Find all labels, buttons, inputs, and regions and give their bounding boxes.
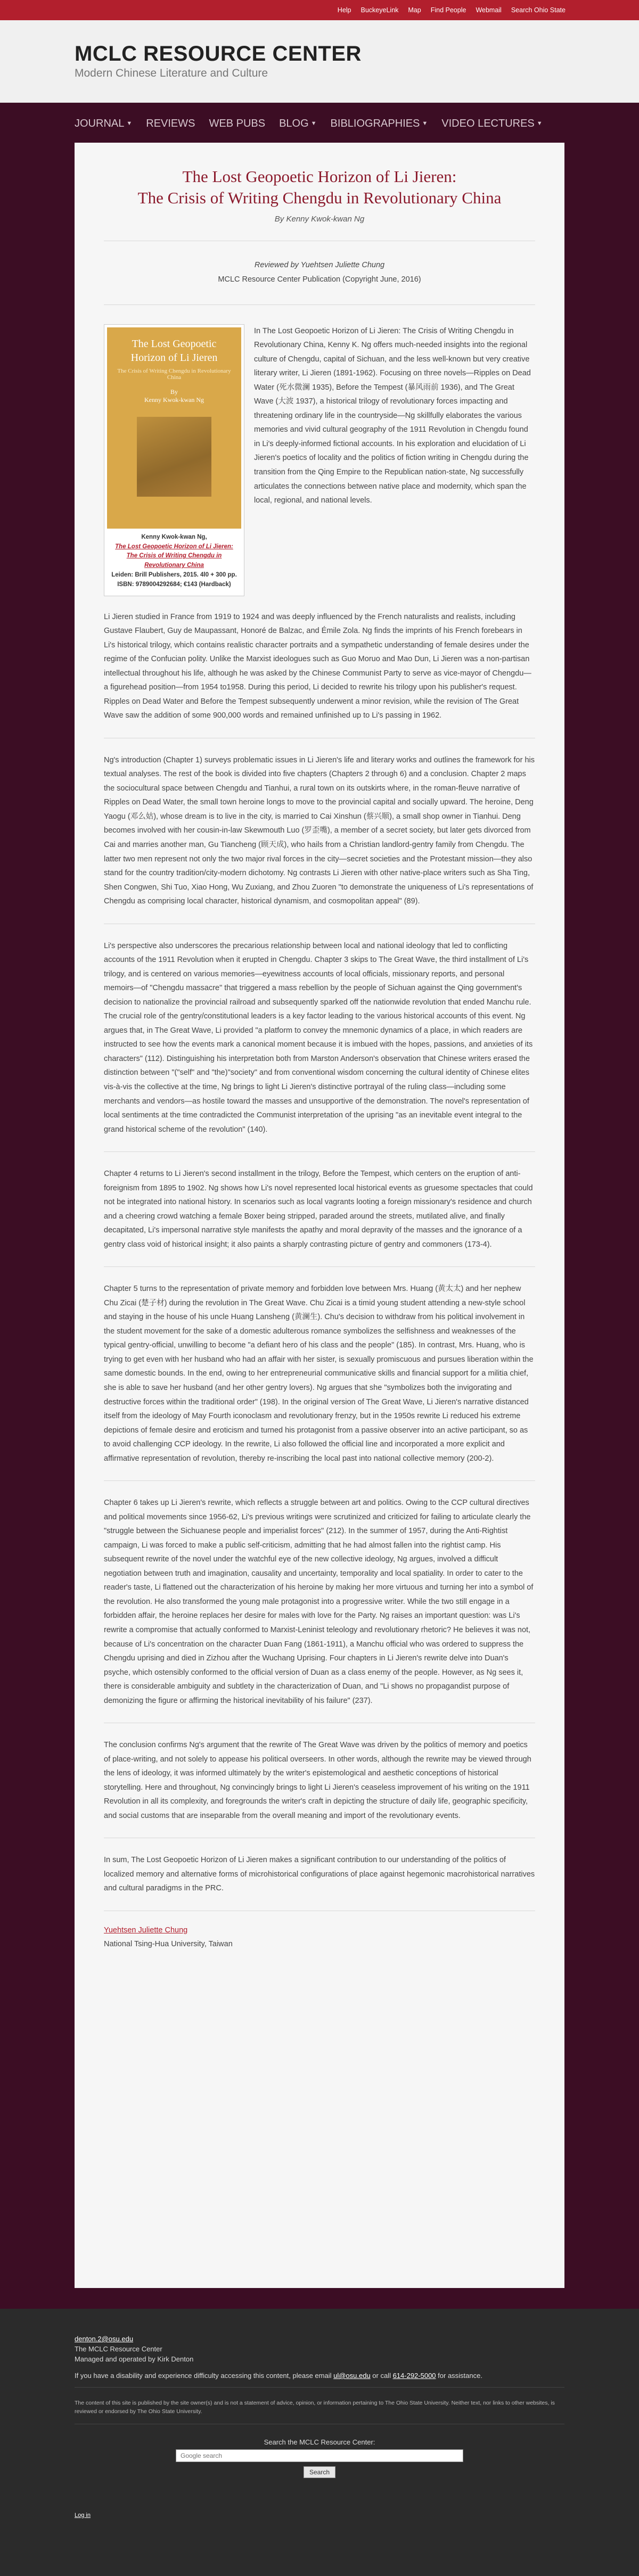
cover-by: By — [170, 388, 178, 396]
divider — [104, 1480, 535, 1481]
page-title — [104, 166, 535, 209]
review-paragraph-5: Chapter 4 returns to Li Jieren's second installment in the trilogy, Before the Tempest, which centers on the eruption of anti-foreignism from 1895 to 1902. Ng shows how Li's novel represented local historical events as gruesome spectacles that could not be integrated into national history. In scenarios such as local vagrants looting a foreign missionary's residence and church and a cheering crowd watching a female Boxer being stripped, paraded around the streets, mutilated alive, and finally decapitated, Li's impersonal narrative style manifests the apathy and moral depravity of the masses and the ignorance of a gentry class void of historical insight; it also paints a sharply contrasting picture of gentry and commoners (173-4). — [104, 1170, 533, 1249]
review-paragraph-3: Ng's introduction (Chapter 1) surveys problematic issues in Li Jieren's life and literary works and outlines the framework for his textual analyses. The rest of the book is divided into five chapters (Chapters 2 through 6) and a conclusion. Chapter 2 maps the sociocultural space between Chengdu and Tianhui, a rural town on its outskirts where, in the roman-fleuve narrative of Ripples on Dead Water, the small town heroine longs to move to the provincial capital and socially upward. The heroine, Deng Yaogu (邓么姑), whose dream is to live in the city, is married to Cai Xinshun (蔡兴顺), a small shop owner in Tianhui. Deng becomes involved with her cousin-in-law Skewmouth Luo (罗歪嘴), a member of a secret society, but later gets divorced from Cai and marries another man, Gu Tiancheng (顾天成), who hails from a Christian landlord-gentry family from Chengdu. The latter two men represent not only the two major rival forces in the city—secret societies and the Protestant mission—they also stand for the country tradition/city-modern dichotomy. Ng contrasts Li Jieren with other native-place writers such as Sha Ting, Shen Congwen, Shi Tuo, Xiao Hong, Wu Zuxiang, and Zhou Zuoren "to demonstrate the uniqueness of Li's representations of Chengdu as comprising local character, historical dynamism, and cosmopolitan appeal" (89). — [104, 755, 535, 906]
lead-section — [104, 324, 535, 596]
cover-subtitle: The Crisis of Writing Chengdu in Revolutionary China — [117, 367, 231, 381]
topbar-link-search-ohio-state[interactable]: Search Ohio State — [511, 6, 566, 14]
site-footer — [0, 2309, 639, 2576]
nav-item-label: REVIEWS — [146, 117, 195, 129]
accessibility-phone-link[interactable]: 614-292-5000 — [392, 2372, 436, 2380]
site-header — [0, 20, 639, 103]
caret-down-icon: ▼ — [422, 120, 428, 127]
search-input[interactable] — [176, 2449, 463, 2462]
cover-painting — [137, 417, 211, 497]
review-info — [104, 258, 535, 287]
divider — [104, 304, 535, 305]
footer-owner: The MCLC Resource Center — [75, 2345, 162, 2353]
caption-publication: Leiden: Brill Publishers, 2015. 4l0 + 300 pp. ISBN: 9789004292684; €143 (Hardback) — [111, 571, 237, 588]
nav-item-blog[interactable] — [279, 118, 316, 130]
nav-item-journal[interactable] — [75, 118, 132, 130]
site-subtitle: Modern Chinese Literature and Culture — [75, 67, 268, 79]
nav-item-video-lectures[interactable] — [441, 118, 542, 130]
nav-item-label: BIBLIOGRAPHIES — [330, 117, 420, 129]
topbar-link-help[interactable]: Help — [337, 6, 351, 14]
caret-down-icon: ▼ — [536, 120, 543, 127]
topbar-link-map[interactable]: Map — [408, 6, 421, 14]
reviewed-by: Reviewed by Yuehtsen Juliette Chung — [254, 260, 385, 269]
review-paragraph-1: In The Lost Geopoetic Horizon of Li Jieren: The Crisis of Writing Chengdu in Revolutionary China, Kenny K. Ng offers much-needed insights into the regional culture of Chengdu, capital of Sichuan, and the less well-known but very creative literary writer, Li Jieren (1891-1962). Focusing on three novels—Ripples on Dead Water (死水微澜 1935), Before the Tempest (暴风雨前 1936), and The Great Wave (大波 1937), a historical trilogy of revolutionary forces impacting and threatening ordinary life in the countryside—Ng skillfully elaborates the various memories and vivid cultural geography of the 1911 Revolution in Chengdu found in Li's deeply-informed fictional accounts. In his exploration and elucidation of Li Jieren's poetics of locality and the politics of fiction writing in Chengdu during the transition from the Qing Empire to the Republican nation-state, Ng successfully articulates the connections between native place and modernity, which span the local, regional, and national levels. — [254, 326, 531, 505]
footer-search — [75, 2438, 564, 2478]
search-label: Search the MCLC Resource Center: — [264, 2438, 375, 2446]
nav-item-web-pubs[interactable] — [209, 118, 266, 130]
nav-item-label: JOURNAL — [75, 117, 125, 129]
accessibility-text: If you have a disability and experience difficulty accessing this content, please email — [75, 2372, 334, 2380]
caption-author: Kenny Kwok-kwan Ng, — [141, 533, 207, 540]
search-button[interactable]: Search — [304, 2466, 335, 2478]
footer-email-link[interactable]: denton.2@osu.edu — [75, 2335, 134, 2343]
ohio-state-utility-bar — [0, 0, 639, 20]
cover-author — [114, 388, 234, 404]
reviewer-name-link[interactable]: Yuehtsen Juliette Chung — [104, 1925, 188, 1935]
review-paragraph-6: Chapter 5 turns to the representation of private memory and forbidden love between Mrs. Huang (黄太太) and her nephew Chu Zicai (楚子材) during the revolution in The Great Wave. Chu Zicai is a timid young student attending a new-style school and staying in the house of his uncle Huang Lansheng (黄澜生). Chu's decision to withdraw from his political involvement in the student movement for the sake of a domestic adulterous romance symbolizes the selfishness and weaknesses of the typical gentry-official, unwilling to become "a defiant hero of his class and the people" (185). In contrast, Mrs. Huang, who is trying to get even with her husband who had an affair with her sister, is sexually promiscuous and pursues liberation within the same domestic bounds. In the end, owing to her entrepreneurial communicative skills and financial support for a militia chief, she is able to save her husband (and her other gentry lovers). Ng argues that she "symbolizes both the invigorating and destructive forces within the traditional order" (198). In the original version of The Great Wave, Li Jieren's narrative distanced itself from the ideology of May Fourth iconoclasm and revolutionary frenzy, but in the 1950s rewrite Li reduced his extreme depictions of female desire and eroticism and turned his protagonist from a passive observer into an active participant, so as to avoid challenging CCP ideology. In the rewrite, Li also followed the official line and incorporated a more explicit and affirmative representation of revolution, thereby re-inscribing the local past into national collective memory (200-2). — [104, 1285, 534, 1463]
nav-item-label: VIDEO LECTURES — [441, 117, 535, 129]
nav-item-bibliographies[interactable] — [331, 118, 428, 130]
nav-item-label: WEB PUBS — [209, 117, 266, 129]
review-paragraph-4: Li's perspective also underscores the precarious relationship between local and national ideology that led to conflicting accounts of the 1911 Revolution when it erupted in Chengdu. Chapter 3 skips to The Great Wave, the third installment of Li's trilogy, and is centered on various memories—eyewitness accounts of local officials, missionary reports, and personal memoirs—of "Chengdu massacre" that triggered a mass rebellion by the people of Sichuan against the Qing government's decision to nationalize the provincial railroad and subsequently sparked off the nationwide revolution that ended Manchu rule. The crucial role of the gentry/constitutional leaders is a key factor leading to the various historical accounts of this event. Ng argues that, in The Great Wave, Li provided "a platform to convey the mnemonic dynamics of a place, in which readers are instructed to see how the events mark a canonical moment because it is imbued with the hopes, passions, and anxieties of its characters" (112). Distinguishing his interpretation both from Marston Anderson's observation that Chinese writers erased the distinction between "("self" and "the)"society" and from conventional wisdom concerning the cultural identity of Chinese elites vis-à-vis the collective at the time, Ng brings to light Li Jieren's distinctive portrayal of the ruling class—including some merchants and vendors—as hostile toward the masses and unsupportive of the demonstration. The novel's representation of local sentiments at the time contradicted the Communist interpretation of the uprising "as an inevitable event integral to the grand historical scheme of the revolution" (140). — [104, 941, 533, 1134]
title-line-2: The Crisis of Writing Chengdu in Revolutionary China — [137, 188, 502, 208]
caret-down-icon: ▼ — [310, 120, 317, 127]
review-paragraph-8: The conclusion confirms Ng's argument that the rewrite of The Great Wave was driven by the politics of memory and poetics of place-writing, and not solely to appease his political overseers. In other words, although the rewrite may be viewed through the lens of ideology, it was informed ultimately by the writer's epistemological and aesthetic conceptions of historical storytelling. Here and throughout, Ng convincingly brings to light Li Jieren's ceaseless improvement of his writing on the 1911 Revolution in all its complexity, and foregrounds the writer's craft in depicting the structure of daily life, geographic specificity, and social customs that are inseparable from the overall meaning and import of the revolutionary events. — [104, 1741, 531, 1820]
reviewer-affiliation: National Tsing-Hua University, Taiwan — [104, 1939, 233, 1948]
cover-author-name: Kenny Kwok-kwan Ng — [144, 396, 204, 404]
accessibility-end: for assistance. — [436, 2372, 482, 2380]
publication-note: MCLC Resource Center Publication (Copyright June, 2016) — [218, 275, 421, 284]
cover-title: The Lost Geopoetic Horizon of Li Jieren — [130, 338, 218, 364]
review-paragraph-2: Li Jieren studied in France from 1919 to 1924 and was deeply influenced by the French naturalists and realists, including Gustave Flaubert, Guy de Maupassant, Honoré de Balzac, and Émile Zola. Ng finds the imprints of his French forebears in Li's historical trilogy, which contains realistic character portraits and a sympathetic understanding of female desires under the regime of the Confucian polity. Unlike the Marxist ideologues such as Guo Moruo and Mao Dun, Li Jieren was a non-partisan intellectual throughout his life, although he was asked by the Chinese Communist Party to serve as vice-mayor of Chengdu—a figurehead position—from 1954 to1958. During this period, Li decided to rewrite his trilogy upon his publisher's request. Ripples on Dead Water and Before the Tempest subsequently underwent a minor revision, while the revision of The Great Wave saw the addition of some 900,000 words and remained unfinished up to Li's passing in 1962. — [104, 612, 531, 720]
footer-managed: Managed and operated by Kirk Denton — [75, 2355, 194, 2363]
footer-disclaimer: The content of this site is published by the site owner(s) and is not a statement of advice, opinion, or information pertaining to The Ohio State University. Neither text, nor links to other websites, is reviewed or endorsed by The Ohio State University. — [75, 2400, 555, 2415]
byline: By Kenny Kwok-kwan Ng — [274, 214, 365, 224]
title-line-1: The Lost Geopoetic Horizon of Li Jieren: — [182, 167, 457, 186]
footer-accessibility — [75, 2372, 564, 2380]
divider — [104, 1151, 535, 1152]
book-caption — [107, 529, 241, 593]
topbar-link-buckeyelink[interactable]: BuckeyeLink — [361, 6, 399, 14]
login-link[interactable]: Log in — [75, 2512, 91, 2519]
topbar-link-find-people[interactable]: Find People — [430, 6, 466, 14]
nav-item-label: BLOG — [279, 117, 309, 129]
nav-item-reviews[interactable] — [146, 118, 195, 130]
review-paragraph-9: In sum, The Lost Geopoetic Horizon of Li Jieren makes a significant contribution to our understanding of the politics of localized memory and alternative forms of microhistorical configurations of place against hegemonic macrohistorical narratives and cultural paradigms in the PRC. — [104, 1856, 535, 1893]
caption-book-link[interactable]: The Lost Geopoetic Horizon of Li Jieren: The Crisis of Writing Chengdu in Revolutionary China — [115, 543, 233, 569]
accessibility-or: or call — [370, 2372, 393, 2380]
site-title[interactable]: MCLC RESOURCE CENTER — [75, 42, 362, 65]
book-info — [104, 324, 244, 596]
accessibility-email-link[interactable]: ul@osu.edu — [333, 2372, 371, 2380]
topbar-link-webmail[interactable]: Webmail — [476, 6, 502, 14]
article-panel — [75, 143, 564, 2288]
review-paragraph-7: Chapter 6 takes up Li Jieren's rewrite, which reflects a struggle between art and politics. Owing to the CCP cultural directives and political movements since 1956-62, Li's previous writings were scrutinized and criticized for failing to articulate clearly the "struggle between the Sichuanese people and imperialist forces" (212). In the summer of 1957, during the Anti-Rightist campaign, Li was forced to make a public self-criticism, admitting that he had almost fallen into the rightist camp. His subsequent rewrite of the novel under the watchful eye of the new collective ideology, Ng argues, involved a difficult negotiation between truth and imagination, causality and uncertainty, temporality and local spatiality. In order to cater to the reader's taste, Li flattened out the characterization of his heroine by making her more virtuous and turning her into a symbol of the revolution. He also transformed the young male protagonist into a progressive writer. While the two still engage in a forbidden affair, the heroine replaces her desire for males with love for the Party. Ng raises an important question: was Li's rewrite a compromise that actually conformed to Marxist-Leninist teleology and revolutionary rhetoric? He believes it was not, because of Li's concentration on the character Duan Fang (1861-1911), a Manchu official who was ordered to suppress the Chengdu uprising and died in Zizhou after the Wuchang Uprising. Four chapters in Li Jieren's rewrite delve into Duan's psyche, which ostensibly conformed to the official version of Duan as a class enemy of the people. However, as Ng sees it, there is considerable ambiguity and subtlety in the characterization of Duan, and "Li shows no propagandist purpose of demonizing the figure or affirming the historical inevitability of his failure" (237). — [104, 1499, 534, 1705]
footer-divider — [75, 2387, 564, 2388]
book-cover-frame — [104, 324, 244, 596]
divider — [104, 1266, 535, 1267]
caret-down-icon: ▼ — [126, 120, 133, 127]
main-nav — [0, 107, 639, 140]
book-cover-image — [107, 327, 241, 529]
review-body — [104, 610, 535, 1948]
